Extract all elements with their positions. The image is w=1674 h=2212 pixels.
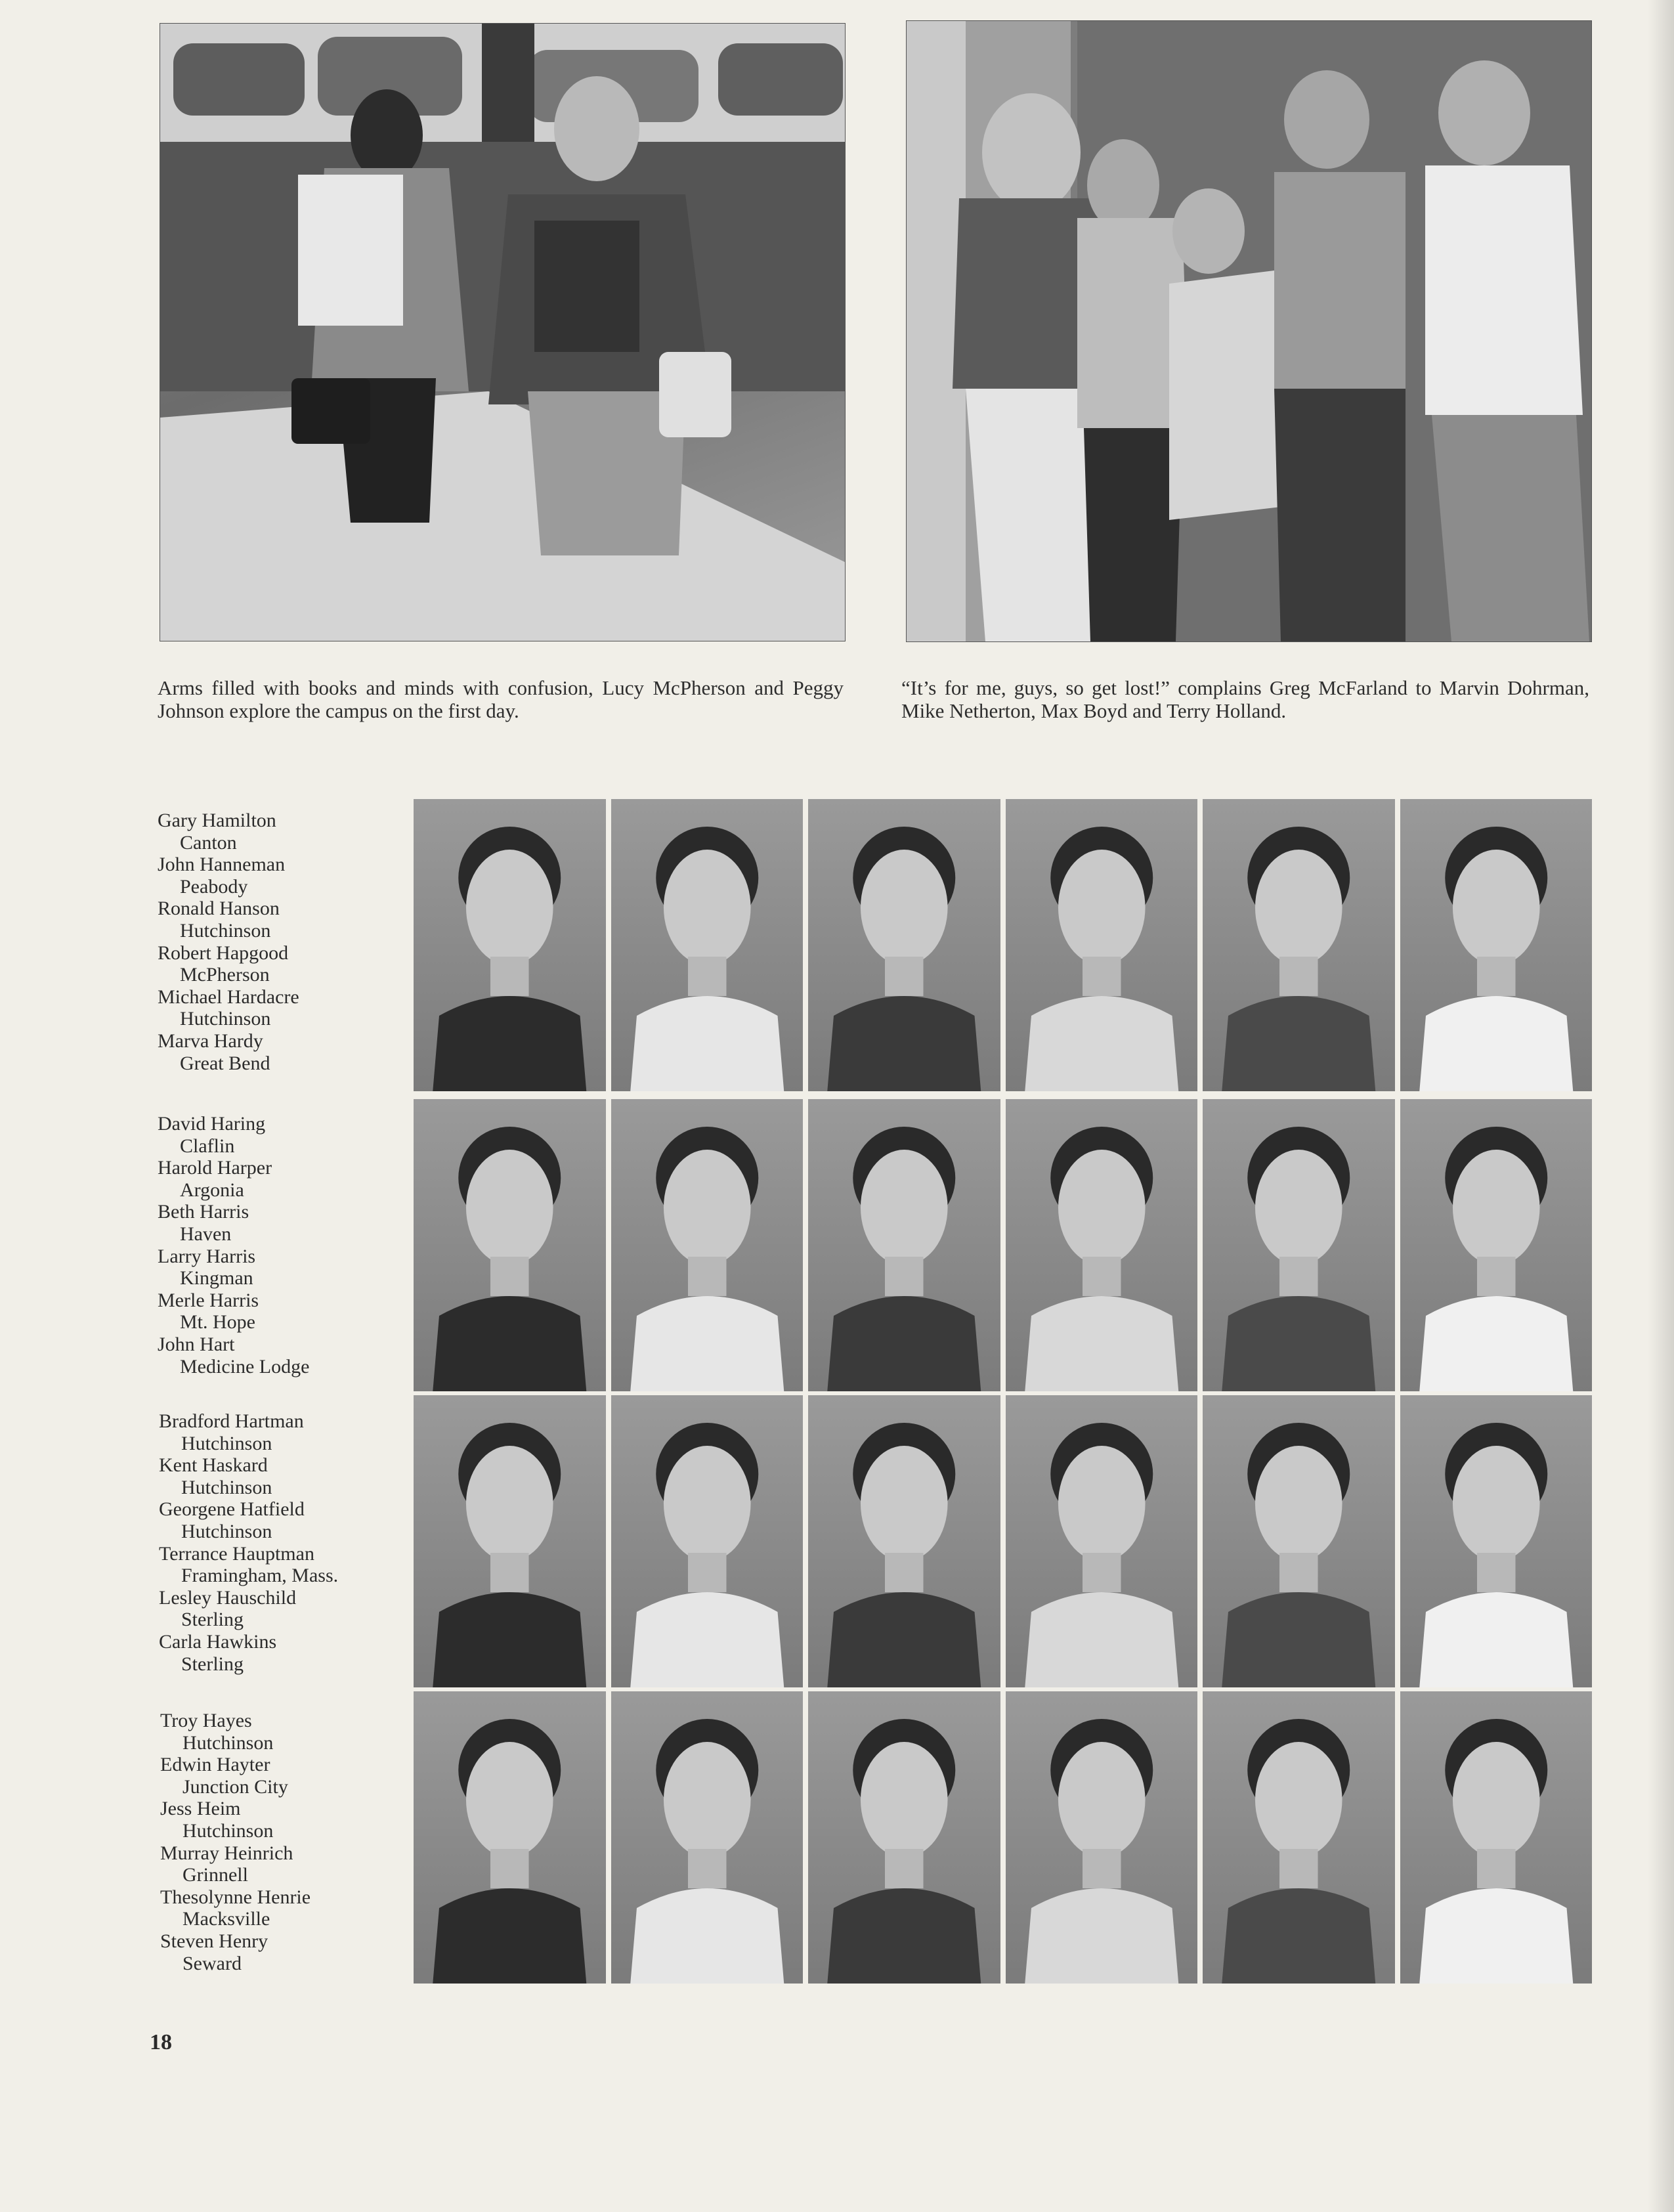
- name-entry: [160, 1798, 311, 1842]
- name-entry: [158, 1334, 309, 1377]
- shoulders-shape: [630, 1592, 784, 1687]
- name-entry: [158, 942, 299, 986]
- portrait-photo: [611, 799, 804, 1091]
- page-edge-shadow: [1648, 0, 1674, 2212]
- student-hometown: Sterling: [181, 1653, 244, 1675]
- portrait-photo: [1203, 799, 1395, 1091]
- student-hometown: Hutchinson: [182, 1731, 274, 1754]
- student-hometown: McPherson: [180, 964, 270, 986]
- shoulders-shape: [827, 1592, 981, 1687]
- face-shape: [861, 850, 948, 965]
- name-list-block: [158, 810, 299, 1074]
- portrait-photo: [611, 1099, 804, 1391]
- name-entry: [159, 1454, 338, 1498]
- portrait-silhouette: [414, 1691, 606, 1984]
- neck-shape: [885, 1849, 924, 1888]
- student-hometown: Hutchinson: [180, 919, 271, 942]
- portrait-row: [414, 1691, 1592, 1984]
- portrait-row: [414, 1395, 1592, 1687]
- name-entry: [158, 898, 299, 942]
- name-entry: [158, 1113, 309, 1157]
- face-shape: [466, 1742, 553, 1857]
- neck-shape: [885, 1553, 924, 1592]
- name-entry: [160, 1886, 311, 1930]
- shoulders-shape: [1222, 996, 1375, 1091]
- portrait-silhouette: [611, 1395, 804, 1687]
- portrait-photo: [1006, 799, 1198, 1091]
- portrait-photo: [414, 799, 606, 1091]
- shoulders-shape: [827, 996, 981, 1091]
- neck-shape: [1477, 1849, 1516, 1888]
- portrait-photo: [1203, 1395, 1395, 1687]
- shoulders-shape: [1025, 1592, 1178, 1687]
- student-hometown: Hutchinson: [181, 1520, 272, 1542]
- portrait-silhouette: [1203, 1099, 1395, 1391]
- neck-shape: [1279, 1553, 1318, 1592]
- neck-shape: [1083, 957, 1121, 996]
- name-entry: [159, 1631, 338, 1675]
- shoulders-shape: [1025, 1888, 1178, 1984]
- portrait-photo: [611, 1395, 804, 1687]
- face-shape: [861, 1150, 948, 1265]
- shoulders-shape: [433, 1296, 586, 1391]
- shoulders-shape: [433, 1888, 586, 1984]
- student-hometown: Hutchinson: [182, 1819, 274, 1842]
- shoulders-shape: [827, 1296, 981, 1391]
- portrait-silhouette: [1400, 1395, 1593, 1687]
- face-shape: [663, 850, 750, 965]
- face-shape: [861, 1446, 948, 1561]
- student-hometown: Sterling: [181, 1609, 244, 1631]
- face-shape: [663, 1742, 750, 1857]
- shoulders-shape: [1025, 996, 1178, 1091]
- portrait-silhouette: [808, 1099, 1000, 1391]
- name-list-block: [160, 1710, 311, 1974]
- portrait-silhouette: [808, 1691, 1000, 1984]
- student-hometown: Seward: [182, 1952, 242, 1974]
- neck-shape: [1477, 1553, 1516, 1592]
- portrait-photo: [1006, 1395, 1198, 1687]
- student-hometown: Kingman: [180, 1267, 253, 1290]
- portrait-photo: [1203, 1691, 1395, 1984]
- student-hometown: Hutchinson: [180, 1008, 271, 1030]
- student-name: Gary Hamilton: [158, 810, 276, 831]
- name-entry: [159, 1410, 338, 1454]
- name-entry: [160, 1754, 311, 1798]
- caption-right-photo: “It’s for me, guys, so get lost!” complains Greg McFarland to Marvin Dohrman, Mike Netherton, Max Boyd and Terry Holland.: [901, 676, 1589, 722]
- face-shape: [466, 850, 553, 965]
- face-shape: [1452, 850, 1539, 965]
- student-hometown: Framingham, Mass.: [181, 1565, 339, 1587]
- portrait-silhouette: [1006, 1691, 1198, 1984]
- student-name: Kent Haskard: [159, 1454, 268, 1477]
- student-hometown: Macksville: [182, 1908, 270, 1930]
- caption-left-photo: Arms filled with books and minds with confusion, Lucy McPherson and Peggy Johnson explore the campus on the first day.: [158, 676, 844, 722]
- portrait-photo: [1400, 1395, 1593, 1687]
- name-entry: [160, 1842, 311, 1886]
- face-shape: [1058, 1150, 1145, 1265]
- portrait-silhouette: [1400, 799, 1593, 1091]
- face-shape: [1058, 1742, 1145, 1857]
- portrait-silhouette: [414, 799, 606, 1091]
- shoulders-shape: [1419, 996, 1573, 1091]
- student-name: Thesolynne Henrie: [160, 1886, 311, 1908]
- student-hometown: Peabody: [180, 875, 248, 898]
- student-hometown: Great Bend: [180, 1052, 270, 1074]
- student-name: Robert Hapgood: [158, 942, 289, 964]
- portrait-photo: [808, 1691, 1000, 1984]
- portrait-photo: [808, 1099, 1000, 1391]
- student-name: Steven Henry: [160, 1930, 268, 1952]
- portrait-silhouette: [1006, 1395, 1198, 1687]
- portrait-silhouette: [1203, 799, 1395, 1091]
- shoulders-shape: [433, 996, 586, 1091]
- name-entry: [158, 1290, 309, 1334]
- face-shape: [466, 1446, 553, 1561]
- name-entry: [160, 1710, 311, 1754]
- shoulders-shape: [630, 1888, 784, 1984]
- face-shape: [1452, 1446, 1539, 1561]
- name-entry: [158, 810, 299, 854]
- student-name: Harold Harper: [158, 1157, 272, 1179]
- shoulders-shape: [1222, 1592, 1375, 1687]
- portrait-row: [414, 1099, 1592, 1391]
- portrait-silhouette: [808, 799, 1000, 1091]
- face-shape: [1255, 1742, 1342, 1857]
- portrait-silhouette: [808, 1395, 1000, 1687]
- student-name: Ronald Hanson: [158, 898, 280, 920]
- portrait-silhouette: [1203, 1691, 1395, 1984]
- name-entry: [158, 854, 299, 898]
- neck-shape: [1477, 1257, 1516, 1296]
- student-hometown: Hutchinson: [181, 1432, 272, 1454]
- student-name: Merle Harris: [158, 1289, 259, 1311]
- portrait-photo: [1400, 1099, 1593, 1391]
- name-entry: [158, 986, 299, 1030]
- shoulders-shape: [1419, 1592, 1573, 1687]
- portrait-silhouette: [611, 1691, 804, 1984]
- portrait-photo: [611, 1691, 804, 1984]
- portrait-photo: [1203, 1099, 1395, 1391]
- neck-shape: [1279, 957, 1318, 996]
- portrait-silhouette: [611, 799, 804, 1091]
- neck-shape: [490, 1849, 529, 1888]
- student-name: Carla Hawkins: [159, 1630, 277, 1653]
- shoulders-shape: [630, 996, 784, 1091]
- student-name: John Hart: [158, 1333, 235, 1355]
- student-name: Murray Heinrich: [160, 1842, 293, 1864]
- face-shape: [1452, 1150, 1539, 1265]
- name-entry: [160, 1930, 311, 1974]
- photo-hallway-students: [906, 20, 1592, 642]
- neck-shape: [1477, 957, 1516, 996]
- neck-shape: [1279, 1849, 1318, 1888]
- neck-shape: [1083, 1257, 1121, 1296]
- portrait-photo: [808, 799, 1000, 1091]
- portrait-row: [414, 799, 1592, 1091]
- student-name: David Haring: [158, 1113, 266, 1135]
- student-hometown: Canton: [180, 831, 237, 854]
- face-shape: [1058, 850, 1145, 965]
- shoulders-shape: [1419, 1296, 1573, 1391]
- shoulders-shape: [827, 1888, 981, 1984]
- student-name: Marva Hardy: [158, 1030, 263, 1052]
- shoulders-shape: [433, 1592, 586, 1687]
- face-shape: [663, 1446, 750, 1561]
- name-list-block: [158, 1113, 309, 1377]
- student-name: Lesley Hauschild: [159, 1586, 297, 1609]
- neck-shape: [885, 1257, 924, 1296]
- shoulders-shape: [1222, 1888, 1375, 1984]
- portrait-photo: [1400, 1691, 1593, 1984]
- face-shape: [1452, 1742, 1539, 1857]
- portrait-silhouette: [414, 1099, 606, 1391]
- shoulders-shape: [630, 1296, 784, 1391]
- face-shape: [663, 1150, 750, 1265]
- neck-shape: [1083, 1849, 1121, 1888]
- portrait-silhouette: [1006, 799, 1198, 1091]
- student-hometown: Medicine Lodge: [180, 1355, 310, 1377]
- student-hometown: Grinnell: [182, 1864, 248, 1886]
- student-hometown: Argonia: [180, 1179, 244, 1201]
- neck-shape: [1279, 1257, 1318, 1296]
- neck-shape: [688, 1849, 727, 1888]
- portrait-silhouette: [414, 1395, 606, 1687]
- portrait-silhouette: [1400, 1691, 1593, 1984]
- face-shape: [861, 1742, 948, 1857]
- neck-shape: [885, 957, 924, 996]
- neck-shape: [490, 1553, 529, 1592]
- face-shape: [1255, 1446, 1342, 1561]
- student-name: Georgene Hatfield: [159, 1498, 305, 1521]
- student-hometown: Mt. Hope: [180, 1311, 255, 1334]
- portrait-photo: [1006, 1691, 1198, 1984]
- portrait-silhouette: [611, 1099, 804, 1391]
- face-shape: [1058, 1446, 1145, 1561]
- student-name: Michael Hardacre: [158, 986, 299, 1008]
- portrait-photo: [414, 1099, 606, 1391]
- student-hometown: Hutchinson: [181, 1476, 272, 1498]
- page-number: 18: [150, 2030, 172, 2054]
- face-shape: [1255, 850, 1342, 965]
- student-name: Edwin Hayter: [160, 1754, 270, 1776]
- student-name: John Hanneman: [158, 854, 286, 876]
- neck-shape: [490, 1257, 529, 1296]
- name-list-block: [159, 1410, 338, 1675]
- photo-students-walking: [160, 23, 846, 641]
- student-hometown: Claflin: [180, 1135, 235, 1157]
- name-entry: [158, 1246, 309, 1290]
- shoulders-shape: [1025, 1296, 1178, 1391]
- name-entry: [159, 1543, 338, 1587]
- portrait-silhouette: [1006, 1099, 1198, 1391]
- portrait-photo: [808, 1395, 1000, 1687]
- neck-shape: [1083, 1553, 1121, 1592]
- student-name: Larry Harris: [158, 1245, 256, 1267]
- name-entry: [159, 1587, 338, 1631]
- portrait-photo: [414, 1395, 606, 1687]
- portrait-photo: [1400, 799, 1593, 1091]
- student-name: Troy Hayes: [160, 1710, 252, 1731]
- face-shape: [1255, 1150, 1342, 1265]
- portrait-silhouette: [1203, 1395, 1395, 1687]
- student-name: Beth Harris: [158, 1201, 249, 1223]
- student-name: Jess Heim: [160, 1798, 241, 1820]
- shoulders-shape: [1222, 1296, 1375, 1391]
- portrait-photo: [414, 1691, 606, 1984]
- neck-shape: [688, 957, 727, 996]
- name-entry: [159, 1498, 338, 1542]
- portrait-photo: [1006, 1099, 1198, 1391]
- portrait-silhouette: [1400, 1099, 1593, 1391]
- shoulders-shape: [1419, 1888, 1573, 1984]
- name-entry: [158, 1201, 309, 1245]
- neck-shape: [688, 1257, 727, 1296]
- name-entry: [158, 1030, 299, 1074]
- face-shape: [466, 1150, 553, 1265]
- neck-shape: [490, 957, 529, 996]
- neck-shape: [688, 1553, 727, 1592]
- student-name: Bradford Hartman: [159, 1410, 304, 1432]
- student-hometown: Junction City: [182, 1775, 288, 1798]
- student-hometown: Haven: [180, 1223, 232, 1245]
- name-entry: [158, 1157, 309, 1201]
- student-name: Terrance Hauptman: [159, 1542, 314, 1565]
